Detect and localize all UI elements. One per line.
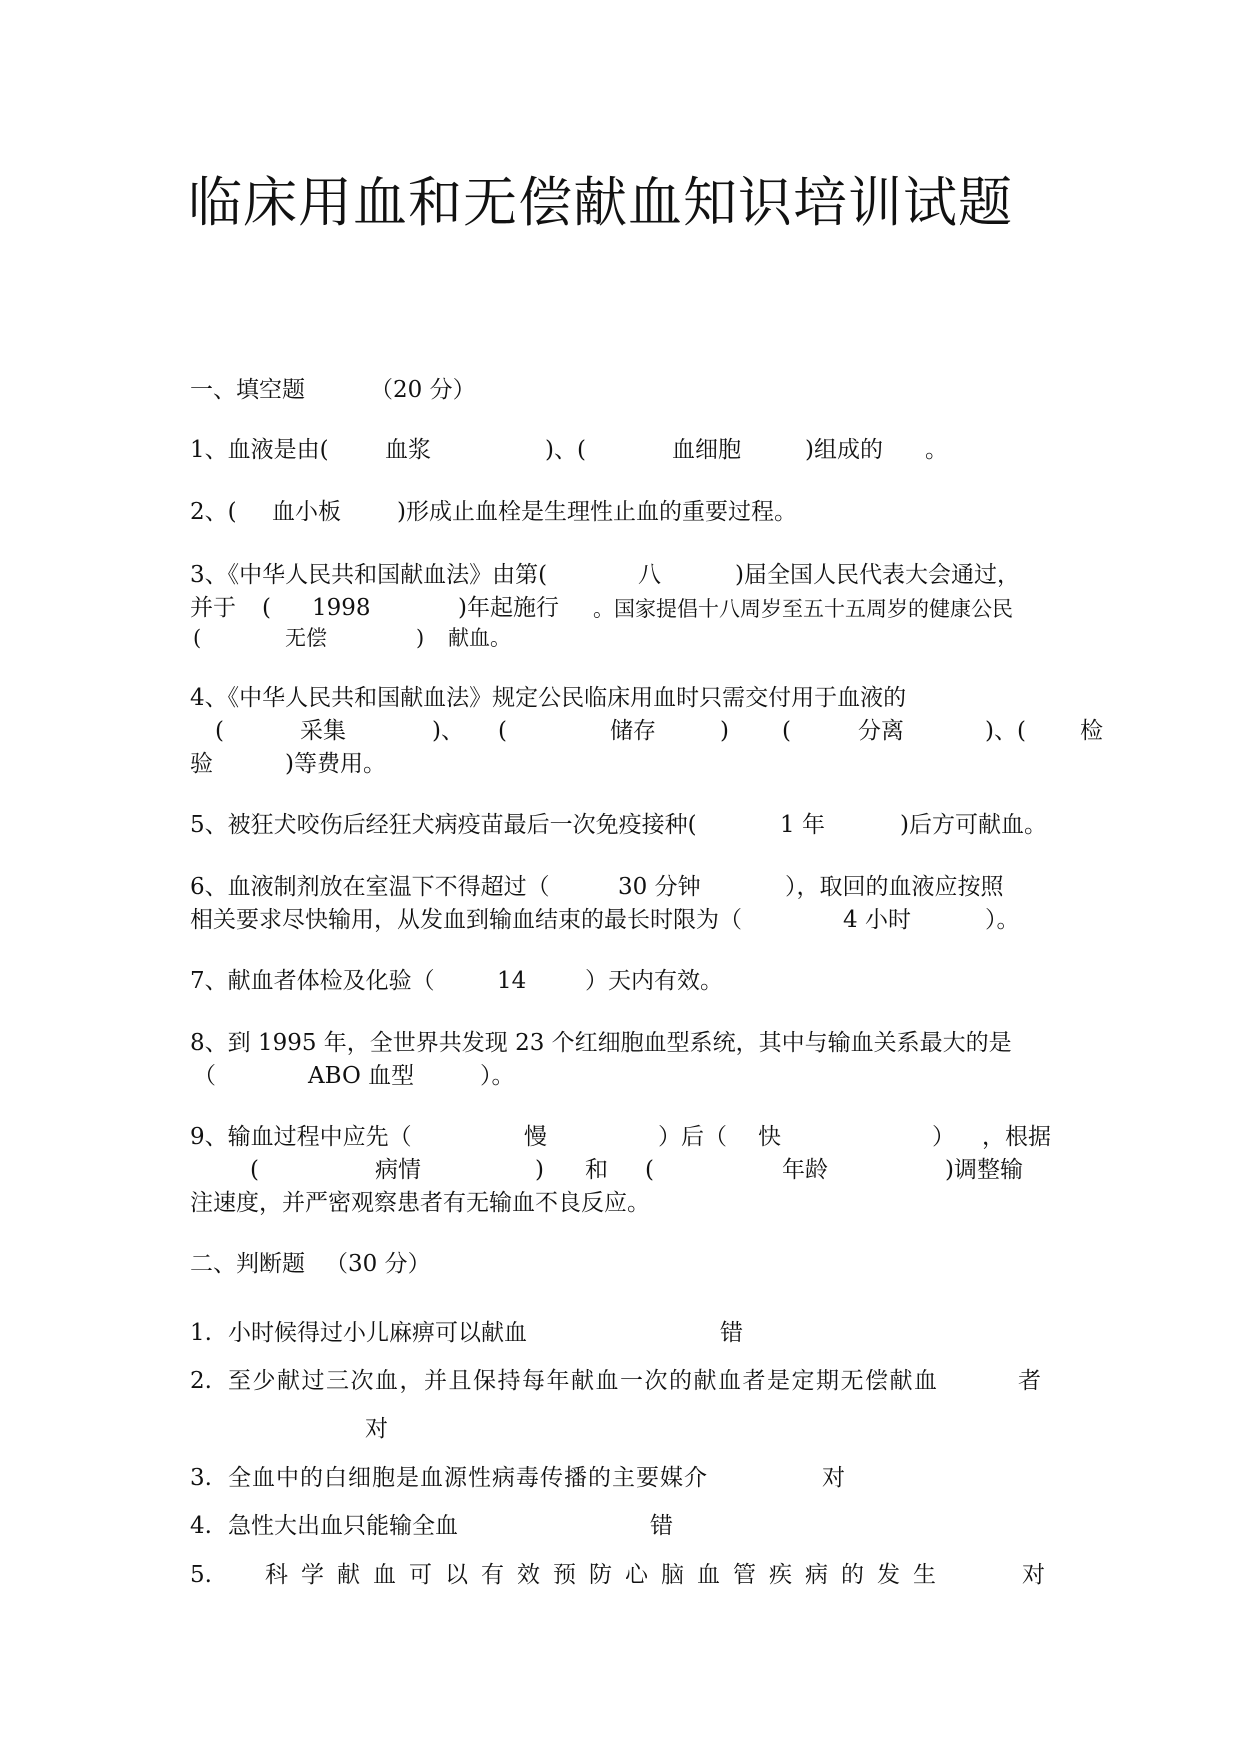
list-item-answer: 错 — [720, 1320, 743, 1346]
question-text: 2、( — [190, 499, 237, 525]
question-text: )、( — [545, 437, 586, 463]
question-text: ）后（ — [658, 1124, 727, 1150]
answer-blank: 病情 — [375, 1157, 421, 1183]
question-text: ) — [416, 626, 425, 650]
question-text: )年起施行 — [458, 595, 559, 621]
question-text: ( — [215, 718, 224, 744]
section-fill-heading — [190, 375, 305, 405]
section-title: 二、判断题 — [190, 1251, 305, 1277]
question-text: 8、到 1995 年，全世界共发现 23 个红细胞血型系统，其中与输血关系最大的是 — [190, 1030, 1012, 1056]
question-text: ），取回的血液应按照 — [785, 874, 1004, 900]
question-text: )届全国人民代表大会通过， — [735, 562, 1020, 588]
section-score: （20 分） — [370, 377, 476, 403]
answer-blank: 30 分钟 — [618, 874, 701, 900]
section-score: （30 分） — [325, 1251, 431, 1277]
question-text: ( — [262, 595, 271, 621]
question-text: ）天内有效。 — [585, 968, 723, 994]
answer-blank: 14 — [497, 968, 527, 994]
question-text: ）。 — [480, 1063, 515, 1089]
question-text: ） — [932, 1124, 955, 1150]
answer-blank: 检 — [1080, 718, 1103, 744]
answer-blank: 验 — [190, 751, 213, 777]
question-text: )、( — [985, 718, 1026, 744]
list-item-text: 者 — [1018, 1368, 1041, 1394]
question-text: 献血。 — [448, 626, 511, 650]
question-text: ）。 — [985, 907, 1020, 933]
question-text: ( — [498, 718, 507, 744]
answer-blank: 八 — [638, 562, 661, 588]
answer-blank: 年龄 — [782, 1157, 828, 1183]
question-text: ( — [782, 718, 791, 744]
list-item-number: 4. — [190, 1513, 212, 1539]
question-text: ( — [193, 626, 202, 650]
answer-blank: 无偿 — [285, 626, 327, 650]
question-text: 注速度，并严密观察患者有无输血不良反应。 — [190, 1190, 650, 1216]
answer-blank: 1 年 — [780, 812, 825, 838]
question-text: ，根据 — [982, 1124, 1051, 1150]
question-text: 3、《中华人民共和国献血法》由第( — [190, 562, 548, 588]
answer-blank: 储存 — [610, 718, 656, 744]
answer-blank: 快 — [758, 1124, 781, 1150]
question-text: 9、输血过程中应先（ — [190, 1124, 412, 1150]
list-item-text: 全血中的白细胞是血源性病毒传播的主要媒介 — [228, 1465, 708, 1491]
question-text: ( — [250, 1157, 259, 1183]
question-text: 4、《中华人民共和国献血法》规定公民临床用血时只需交付用于血液的 — [190, 685, 907, 711]
list-item-number: 5. — [190, 1562, 212, 1588]
list-item-number: 2. — [190, 1368, 212, 1394]
answer-blank: 血小板 — [272, 499, 341, 525]
answer-blank: 4 小时 — [843, 907, 911, 933]
question-text: )组成的 — [805, 437, 883, 463]
answer-blank: 血浆 — [385, 437, 431, 463]
answer-blank: 血细胞 — [672, 437, 741, 463]
question-text: 1、血液是由( — [190, 437, 329, 463]
question-text: )、 — [432, 718, 464, 744]
list-item-answer: 对 — [365, 1416, 388, 1442]
list-item-text: 科学献血可以有效预防心脑血管疾病的发生 — [265, 1562, 949, 1588]
list-item-text: 急性大出血只能输全血 — [228, 1513, 458, 1539]
question-text: )调整输 — [945, 1157, 1023, 1183]
question-text: 。国家提倡十八周岁至五十五周岁的健康公民 — [593, 597, 1013, 621]
question-text: 并于 — [190, 595, 236, 621]
list-item-number: 3. — [190, 1465, 212, 1491]
answer-blank: 分离 — [858, 718, 904, 744]
question-text: ) — [535, 1157, 544, 1183]
list-item-answer: 对 — [822, 1465, 845, 1491]
question-text: ) — [720, 718, 729, 744]
list-item-answer: 对 — [1022, 1562, 1045, 1588]
question-text: 7、献血者体检及化验（ — [190, 968, 435, 994]
section-title: 一、填空题 — [190, 377, 305, 403]
answer-blank: 1998 — [312, 595, 371, 621]
list-item-text: 至少献过三次血，并且保持每年献血一次的献血者是定期无偿献血 — [228, 1368, 939, 1394]
question-text: （ — [193, 1063, 216, 1089]
question-text: )后方可献血。 — [900, 812, 1047, 838]
question-text: )形成止血栓是生理性止血的重要过程。 — [397, 499, 797, 525]
document-title: 临床用血和无偿献血知识培训试题 — [188, 171, 1013, 234]
list-item-text: 小时候得过小儿麻痹可以献血 — [228, 1320, 527, 1346]
question-text: 和 — [585, 1157, 608, 1183]
question-text: 相关要求尽快输用，从发血到输血结束的最长时限为（ — [190, 907, 742, 933]
question-text: ( — [645, 1157, 654, 1183]
question-text: 6、血液制剂放在室温下不得超过（ — [190, 874, 550, 900]
list-item-number: 1. — [190, 1320, 212, 1346]
list-item-answer: 错 — [650, 1513, 673, 1539]
answer-blank: 慢 — [524, 1124, 547, 1150]
answer-blank: ABO 血型 — [308, 1063, 415, 1089]
question-text: 5、被狂犬咬伤后经狂犬病疫苗最后一次免疫接种( — [190, 812, 697, 838]
answer-blank: 采集 — [300, 718, 346, 744]
question-text: 。 — [925, 437, 948, 463]
question-text: )等费用。 — [285, 751, 386, 777]
